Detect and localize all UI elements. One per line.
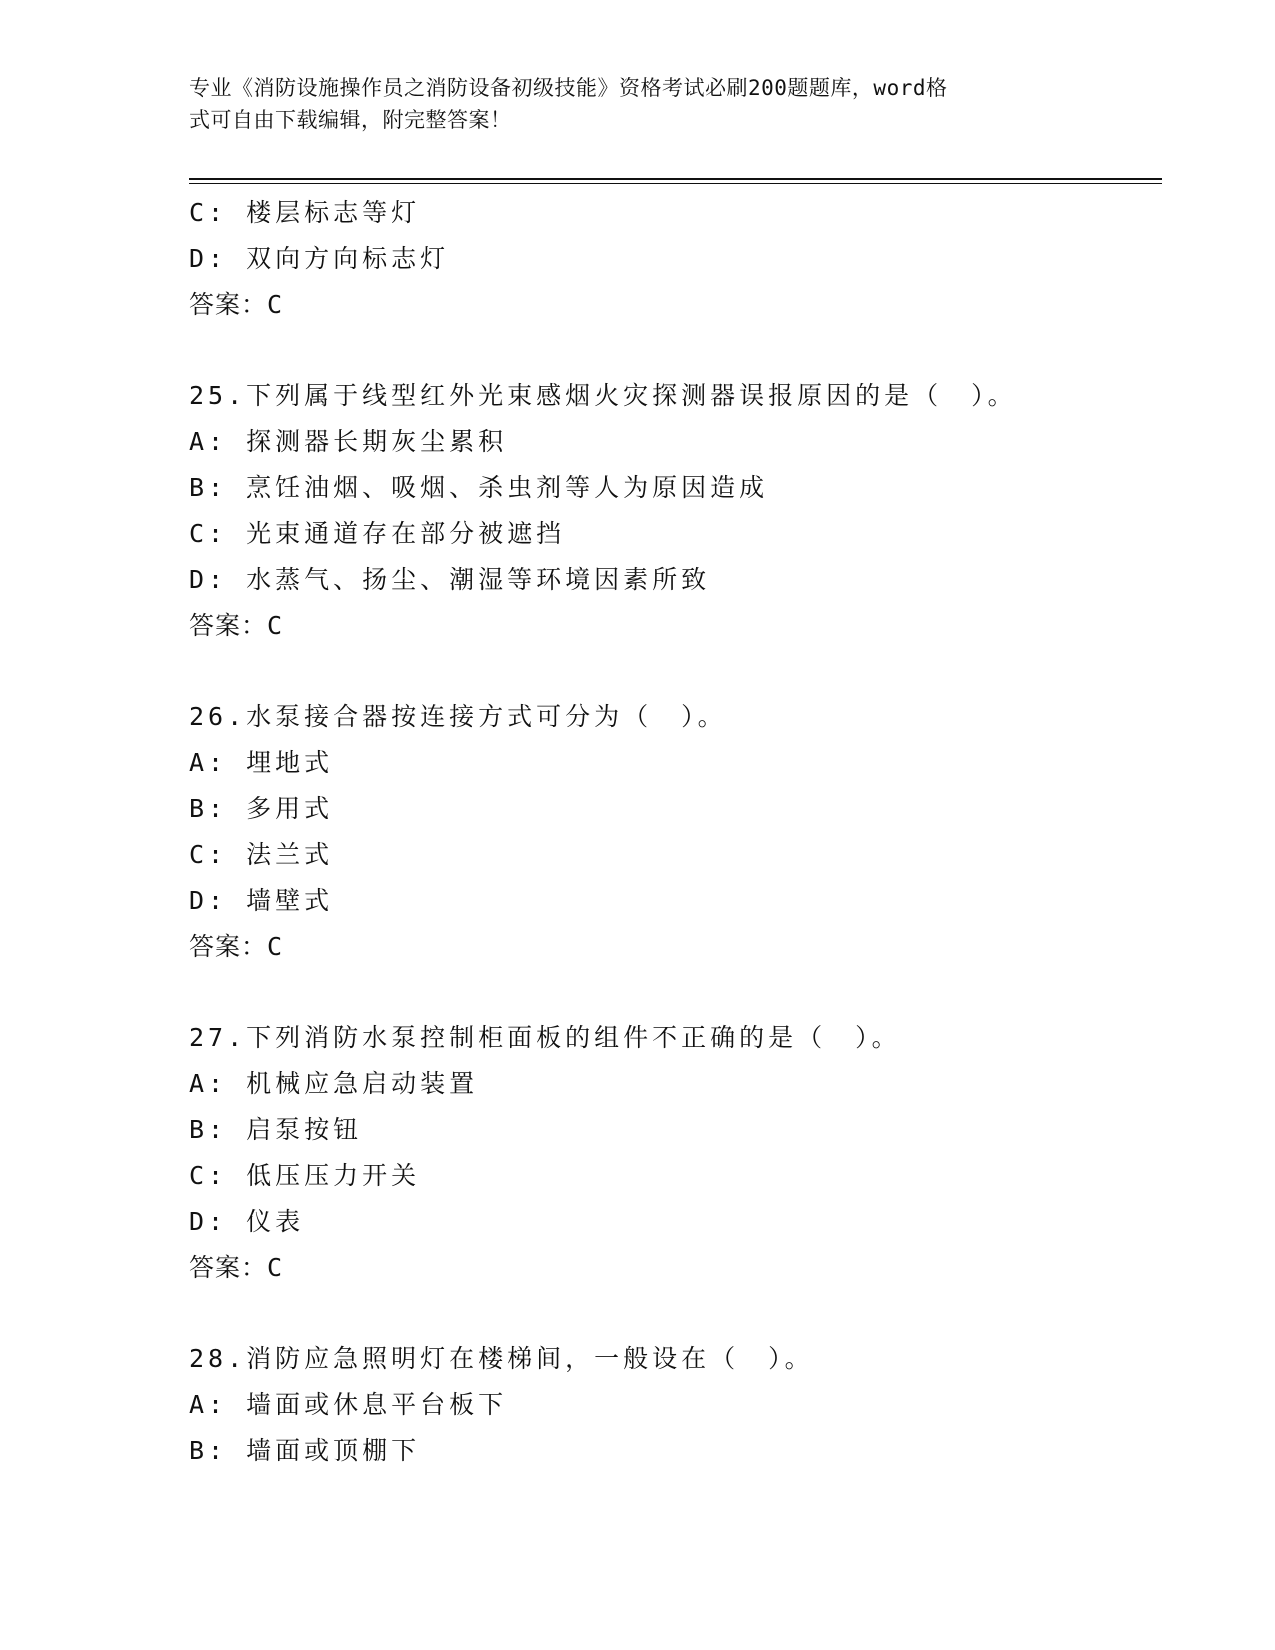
- option-d: D: 仪表: [189, 1207, 305, 1236]
- answer-text: 答案：C: [189, 1253, 284, 1282]
- option-d: D: 墙壁式: [189, 886, 334, 915]
- option-d: D: 双向方向标志灯: [189, 244, 450, 273]
- option-b: B: 启泵按钮: [189, 1115, 363, 1144]
- option-a: A: 墙面或休息平台板下: [189, 1390, 508, 1419]
- option-b: B: 多用式: [189, 794, 334, 823]
- option-b: B: 烹饪油烟、吸烟、杀虫剂等人为原因造成: [189, 473, 769, 502]
- header-rule-thin: [189, 183, 1162, 184]
- option-a: A: 埋地式: [189, 748, 334, 777]
- option-d: D: 水蒸气、扬尘、潮湿等环境因素所致: [189, 565, 711, 594]
- question-text: 25.下列属于线型红外光束感烟火灾探测器误报原因的是（ ）。: [189, 381, 1017, 410]
- header-rule-thick: [189, 178, 1162, 180]
- question-block-24: [189, 190, 1149, 328]
- question-text: 26.水泵接合器按连接方式可分为（ ）。: [189, 702, 727, 731]
- document-header: [189, 72, 1069, 136]
- question-list: [189, 190, 1149, 1474]
- spacer: [189, 970, 1149, 1015]
- answer-text: 答案：C: [189, 290, 284, 319]
- spacer: [189, 328, 1149, 373]
- header-line-2: 式可自由下载编辑，附完整答案！: [189, 108, 512, 132]
- question-block-27: [189, 1015, 1149, 1291]
- question-block-25: [189, 373, 1149, 649]
- question-block-28: [189, 1336, 1149, 1474]
- option-c: C: 楼层标志等灯: [189, 198, 421, 227]
- question-text: 27.下列消防水泵控制柜面板的组件不正确的是（ ）。: [189, 1023, 901, 1052]
- spacer: [189, 1291, 1149, 1336]
- option-b: B: 墙面或顶棚下: [189, 1436, 421, 1465]
- question-text: 28.消防应急照明灯在楼梯间，一般设在（ ）。: [189, 1344, 814, 1373]
- option-c: C: 法兰式: [189, 840, 334, 869]
- answer-text: 答案：C: [189, 932, 284, 961]
- option-a: A: 探测器长期灰尘累积: [189, 427, 508, 456]
- answer-text: 答案：C: [189, 611, 284, 640]
- option-c: C: 光束通道存在部分被遮挡: [189, 519, 566, 548]
- header-line-1: 专业《消防设施操作员之消防设备初级技能》资格考试必刷200题题库，word格: [189, 76, 948, 100]
- option-a: A: 机械应急启动装置: [189, 1069, 479, 1098]
- question-block-26: [189, 694, 1149, 970]
- spacer: [189, 649, 1149, 694]
- option-c: C: 低压压力开关: [189, 1161, 421, 1190]
